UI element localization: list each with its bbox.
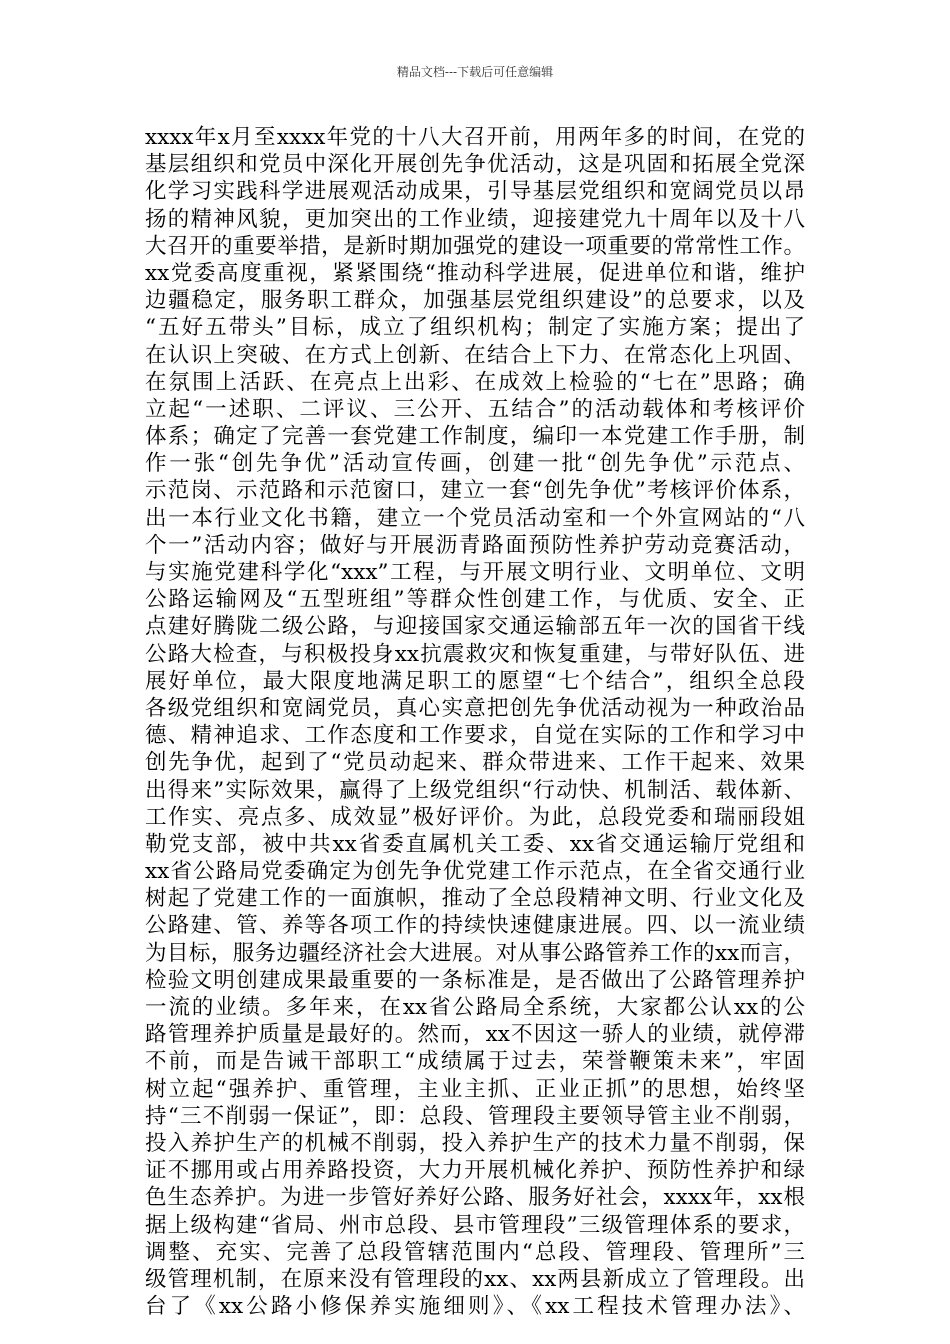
body-line: 勒党支部，被中共xx省委直属机关工委、xx省交通运输厅党组和 — [145, 831, 805, 857]
body-line: 在认识上突破、在方式上创新、在结合上下力、在常态化上巩固、 — [145, 342, 805, 368]
body-line: 公路运输网及“五型班组”等群众性创建工作，与优质、安全、正 — [145, 587, 805, 613]
body-line: 树立起“强养护、重管理，主业主抓、正业正抓”的思想，始终坚 — [145, 1076, 805, 1102]
body-line: 公路大检查，与积极投身xx抗震救灾和恢复重建，与带好队伍、进 — [145, 641, 805, 667]
body-line: 立起“一述职、二评议、三公开、五结合”的活动载体和考核评价 — [145, 396, 805, 422]
body-line: 展好单位，最大限度地满足职工的愿望“七个结合”，组织全总段 — [145, 668, 805, 694]
body-line: 树起了党建工作的一面旗帜，推动了全总段精神文明、行业文化及 — [145, 886, 805, 912]
body-line: 创先争优，起到了“党员动起来、群众带进来、工作干起来、效果 — [145, 750, 805, 776]
body-line: xx党委高度重视，紧紧围绕“推动科学进展，促进单位和谐，维护 — [145, 260, 805, 286]
body-line: 公路建、管、养等各项工作的持续快速健康进展。四、以一流业绩 — [145, 913, 805, 939]
page-header: 精品文档---下载后可任意编辑 — [396, 65, 554, 79]
body-line: 级管理机制，在原来没有管理段的xx、xx两县新成立了管理段。出 — [145, 1266, 805, 1292]
body-line: 工作实、亮点多、成效显”极好评价。为此，总段党委和瑞丽段姐 — [145, 804, 805, 830]
body-line: 点建好腾陇二级公路，与迎接国家交通运输部五年一次的国省干线 — [145, 614, 805, 640]
body-line: 个一”活动内容；做好与开展沥青路面预防性养护劳动竞赛活动， — [145, 532, 805, 558]
body-line: 德、精神追求、工作态度和工作要求，自觉在实际的工作和学习中 — [145, 723, 805, 749]
body-line: 各级党组织和宽阔党员，真心实意把创先争优活动视为一种政治品 — [145, 695, 805, 721]
body-line: 示范岗、示范路和示范窗口，建立一套“创先争优”考核评价体系， — [145, 478, 805, 504]
body-line: 投入养护生产的机械不削弱，投入养护生产的技术力量不削弱，保 — [145, 1130, 805, 1156]
document-body — [145, 124, 805, 1320]
body-line: xx省公路局党委确定为创先争优党建工作示范点，在全省交通行业 — [145, 859, 805, 885]
body-line: 调整、充实、完善了总段管辖范围内“总段、管理段、管理所”三 — [145, 1239, 805, 1265]
body-line: 路管理养护质量是最好的。然而，xx不因这一骄人的业绩，就停滞 — [145, 1022, 805, 1048]
body-line: 据上级构建“省局、州市总段、县市管理段”三级管理体系的要求， — [145, 1212, 805, 1238]
body-line: 体系；确定了完善一套党建工作制度，编印一本党建工作手册，制 — [145, 424, 805, 450]
body-line: 台了《xx公路小修保养实施细则》、《xx工程技术管理办法》、 — [145, 1294, 805, 1320]
body-line: 大召开的重要举措，是新时期加强党的建设一项重要的常常性工作。 — [145, 233, 805, 259]
body-line: 色生态养护。为进一步管好养好公路、服务好社会，xxxx年，xx根 — [145, 1185, 805, 1211]
body-line: 检验文明创建成果最重要的一条标准是，是否做出了公路管理养护 — [145, 967, 805, 993]
body-line: 不前，而是告诫干部职工“成绩属于过去，荣誉鞭策未来”，牢固 — [145, 1049, 805, 1075]
body-line: 持“三不削弱一保证”，即：总段、管理段主要领导管主业不削弱， — [145, 1103, 805, 1129]
body-line: 为目标，服务边疆经济社会大进展。对从事公路管养工作的xx而言， — [145, 940, 805, 966]
body-line: 与实施党建科学化“xxx”工程，与开展文明行业、文明单位、文明 — [145, 560, 805, 585]
body-line: 基层组织和党员中深化开展创先争优活动，这是巩固和拓展全党深 — [145, 152, 805, 178]
body-line: 在氛围上活跃、在亮点上出彩、在成效上检验的“七在”思路；确 — [145, 369, 805, 395]
body-line: 证不挪用或占用养路投资，大力开展机械化养护、预防性养护和绿 — [145, 1158, 805, 1184]
body-line: 扬的精神风貌，更加突出的工作业绩，迎接建党九十周年以及十八 — [145, 206, 805, 232]
body-line: xxxx年x月至xxxx年党的十八大召开前，用两年多的时间，在党的 — [145, 125, 805, 150]
body-line: 边疆稳定，服务职工群众，加强基层党组织建设”的总要求，以及 — [145, 288, 805, 314]
body-line: 化学习实践科学进展观活动成果，引导基层党组织和宽阔党员以昂 — [145, 179, 805, 205]
body-line: 作一张“创先争优”活动宣传画，创建一批“创先争优”示范点、 — [145, 451, 805, 477]
body-line: 出一本行业文化书籍，建立一个党员活动室和一个外宣网站的“八 — [145, 505, 805, 531]
body-line: 一流的业绩。多年来，在xx省公路局全系统，大家都公认xx的公 — [145, 995, 805, 1020]
body-line: “五好五带头”目标，成立了组织机构；制定了实施方案；提出了 — [145, 315, 805, 341]
body-line: 出得来”实际效果，赢得了上级党组织“行动快、机制活、载体新、 — [145, 777, 805, 803]
